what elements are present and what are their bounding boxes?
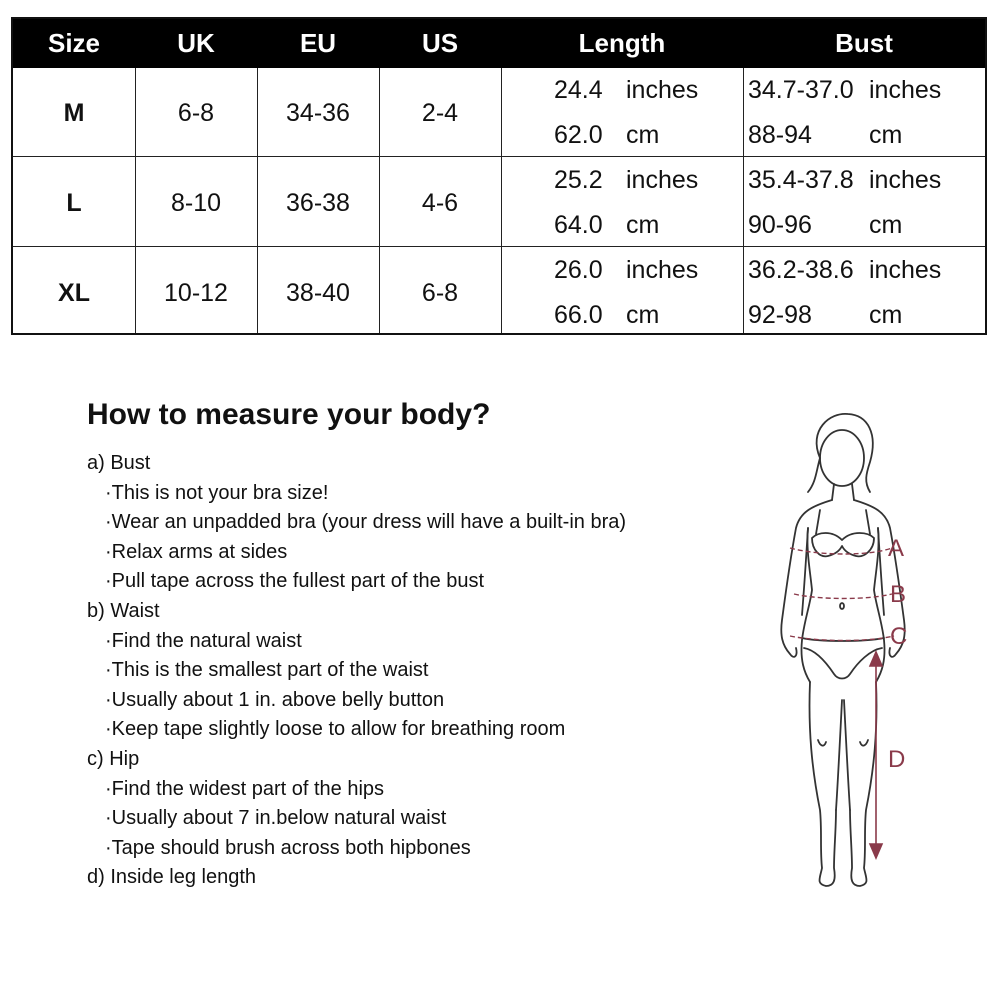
label-d: D (888, 746, 906, 773)
guide-section-heading: b) Waist (87, 600, 160, 622)
bust-inches-unit: inches (869, 166, 942, 194)
cell-uk: 8-10 (170, 189, 222, 217)
length-cm-value: 62.0 (554, 121, 603, 149)
size-chart-table (11, 17, 987, 335)
body-outline (781, 414, 907, 886)
length-cm-unit: cm (626, 121, 660, 149)
length-inches-value: 25.2 (554, 166, 603, 194)
bust-cm-unit: cm (869, 121, 903, 149)
cell-us: 2-4 (421, 99, 459, 127)
bust-inches-unit: inches (869, 76, 942, 104)
label-a: A (888, 535, 905, 562)
guide-tip: ·Usually about 7 in.below natural waist (105, 807, 447, 830)
header-bust: Bust (835, 28, 893, 58)
table-row (13, 158, 985, 248)
guide-tip: ·Find the natural waist (105, 629, 302, 652)
length-inches-unit: inches (626, 256, 699, 284)
guide-section-heading: d) Inside leg length (87, 866, 257, 889)
guide-tip: ·Wear an unpadded bra (your dress will have a built-in bra) (105, 511, 627, 534)
bust-cm-value: 92-98 (748, 301, 812, 329)
guide-tip: ·This is not your bra size! (105, 481, 329, 504)
cell-size: M (63, 99, 85, 127)
length-inches-unit: inches (626, 76, 699, 104)
table-row (13, 68, 985, 158)
cell-us: 6-8 (421, 279, 459, 307)
guide-title: How to measure your body? (87, 398, 491, 431)
bust-cm-value: 90-96 (748, 211, 812, 239)
guide-tip: ·Relax arms at sides (105, 540, 288, 563)
guide-tip: ·Tape should brush across both hipbones (105, 836, 471, 859)
guide-tip: ·Keep tape slightly loose to allow for breathing room (105, 718, 566, 741)
length-cm-value: 64.0 (554, 211, 603, 239)
length-cm-unit: cm (626, 211, 660, 239)
guide-tip: ·Pull tape across the fullest part of the bust (105, 570, 485, 593)
guide-section-heading: c) Hip (87, 748, 140, 770)
label-b: B (890, 581, 907, 608)
header-uk: UK (177, 28, 215, 58)
cell-eu: 34-36 (286, 99, 350, 127)
cell-uk: 6-8 (177, 99, 215, 127)
guide-tip: ·This is the smallest part of the waist (105, 659, 429, 682)
inseam-arrow (870, 652, 882, 858)
waist-line (794, 594, 892, 599)
cell-uk: 10-12 (164, 279, 228, 307)
body-measurement-figure (760, 410, 1000, 900)
length-inches-unit: inches (626, 166, 699, 194)
length-cm-unit: cm (626, 301, 660, 329)
header-eu: EU (299, 28, 337, 58)
bust-cm-value: 88-94 (748, 121, 812, 149)
guide-tip: ·Usually about 1 in. above belly button (105, 688, 445, 711)
cell-size: L (66, 189, 82, 217)
guide-tip: ·Find the widest part of the hips (105, 777, 385, 800)
guide-section-heading: a) Bust (87, 452, 151, 474)
cell-us: 4-6 (421, 189, 459, 217)
label-c: C (890, 623, 908, 650)
length-cm-value: 66.0 (554, 301, 603, 329)
table-row (13, 248, 985, 338)
bust-inches-value: 35.4-37.8 (748, 166, 854, 194)
table-header-row (13, 19, 985, 68)
bust-inches-value: 36.2-38.6 (748, 256, 854, 284)
header-length: Length (578, 28, 666, 58)
length-inches-value: 26.0 (554, 256, 603, 284)
bust-cm-unit: cm (869, 211, 903, 239)
bust-cm-unit: cm (869, 301, 903, 329)
header-us: US (421, 28, 459, 58)
length-inches-value: 24.4 (554, 76, 603, 104)
header-size: Size (47, 28, 101, 58)
cell-eu: 36-38 (286, 189, 350, 217)
cell-size: XL (58, 279, 90, 307)
bust-inches-value: 34.7-37.0 (748, 76, 854, 104)
bust-inches-unit: inches (869, 256, 942, 284)
cell-eu: 38-40 (286, 279, 350, 307)
